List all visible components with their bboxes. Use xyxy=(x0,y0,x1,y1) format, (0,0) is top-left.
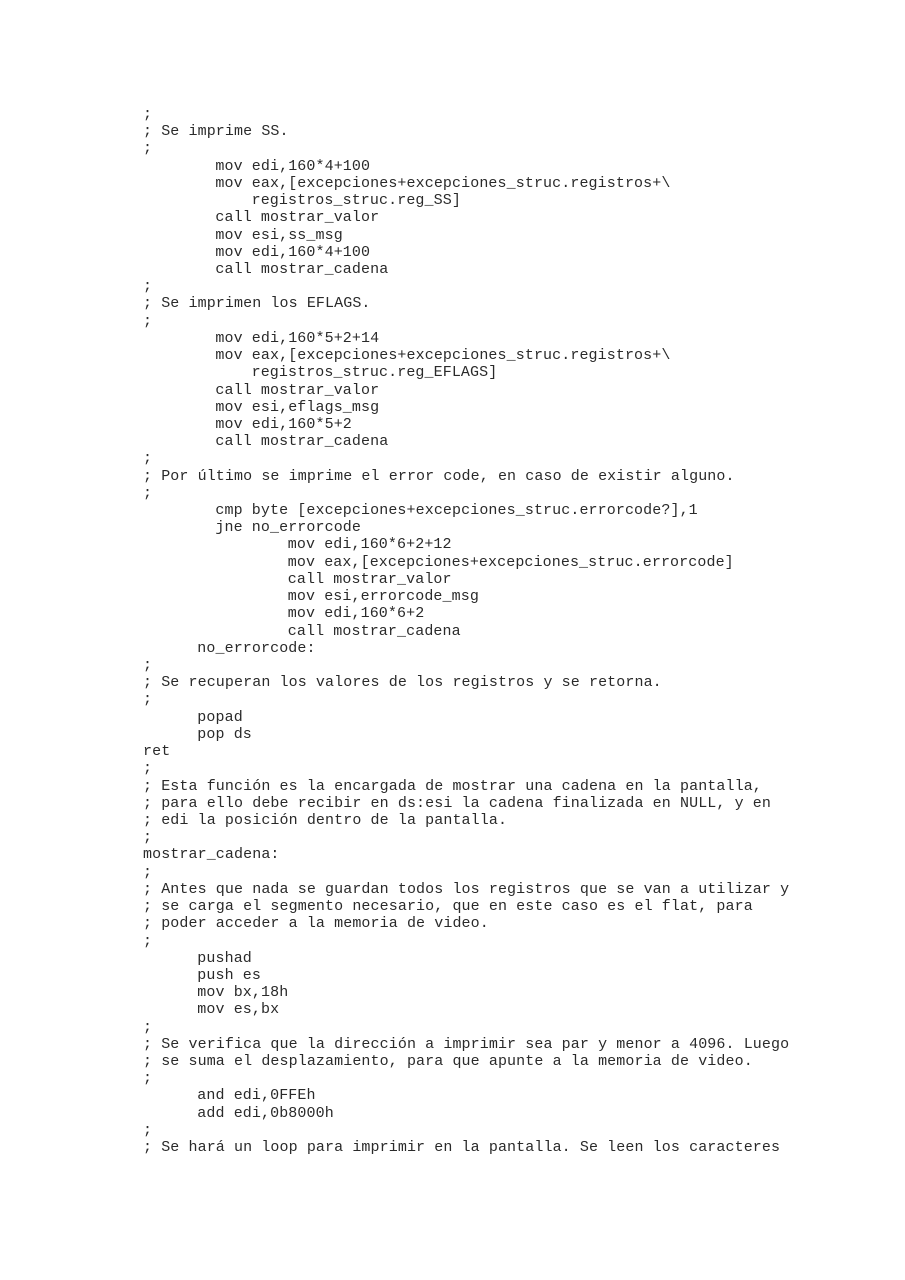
comment-line: ; Se recuperan los valores de los registros y se retorna. xyxy=(143,674,662,692)
comment-line: ; xyxy=(143,1018,153,1036)
comment-line: ; Se verifica que la dirección a imprimir sea par y menor a 4096. Luego xyxy=(143,1035,790,1053)
code-line: mov edi,160*6+2+12 xyxy=(287,536,452,554)
comment-line: ; xyxy=(143,484,153,502)
code-line: and edi,0FFEh xyxy=(197,1087,316,1105)
code-line: mov esi,eflags_msg xyxy=(215,398,380,416)
code-line: ret xyxy=(143,743,171,761)
code-line: registros_struc.reg_EFLAGS] xyxy=(251,364,498,382)
comment-line: ; xyxy=(143,1070,153,1088)
code-line: mov eax,[excepciones+excepciones_struc.errorcode] xyxy=(287,553,734,571)
comment-line: ; edi la posición dentro de la pantalla. xyxy=(143,811,508,829)
code-line: call mostrar_valor xyxy=(287,570,452,588)
code-line: jne no_errorcode xyxy=(215,519,362,537)
label-line: mostrar_cadena: xyxy=(143,846,280,864)
code-line: call mostrar_valor xyxy=(215,209,380,227)
comment-line: ; xyxy=(143,863,153,881)
comment-line: ; Se imprime SS. xyxy=(143,123,289,141)
comment-line: ; se suma el desplazamiento, para que apunte a la memoria de video. xyxy=(143,1053,753,1071)
comment-line: ; para ello debe recibir en ds:esi la cadena finalizada en NULL, y en xyxy=(143,794,772,812)
code-line: mov edi,160*4+100 xyxy=(215,243,371,261)
comment-line: ; xyxy=(143,691,153,709)
comment-line: ; xyxy=(143,932,153,950)
code-line: mov edi,160*5+2+14 xyxy=(215,329,380,347)
comment-line: ; xyxy=(143,450,153,468)
comment-line: ; xyxy=(143,312,153,330)
code-line: popad xyxy=(197,708,243,726)
comment-line: ; Por último se imprime el error code, en caso de existir alguno. xyxy=(143,467,735,485)
code-line: pushad xyxy=(197,949,252,967)
code-line: mov esi,ss_msg xyxy=(215,226,343,244)
comment-line: ; xyxy=(143,140,153,158)
code-line: mov edi,160*6+2 xyxy=(287,605,425,623)
code-listing xyxy=(143,106,789,1156)
code-line: call mostrar_cadena xyxy=(215,433,389,451)
comment-line: ; xyxy=(143,106,153,123)
code-line: mov edi,160*5+2 xyxy=(215,415,352,433)
comment-line: ; xyxy=(143,278,153,296)
code-line: add edi,0b8000h xyxy=(197,1104,334,1122)
comment-line: ; se carga el segmento necesario, que en este caso es el flat, para xyxy=(143,898,753,916)
code-line: cmp byte [excepciones+excepciones_struc.errorcode?],1 xyxy=(215,502,698,520)
comment-line: ; xyxy=(143,760,153,778)
code-line: mov es,bx xyxy=(197,1001,280,1019)
code-line: mov eax,[excepciones+excepciones_struc.registros+\ xyxy=(215,347,671,365)
code-line: pop ds xyxy=(197,725,252,743)
comment-line: ; Se hará un loop para imprimir en la pantalla. Se leen los caracteres xyxy=(143,1139,781,1157)
comment-line: ; xyxy=(143,1121,153,1139)
code-line: mov bx,18h xyxy=(197,984,289,1002)
code-line: push es xyxy=(197,966,262,984)
comment-line: ; xyxy=(143,829,153,847)
code-line: registros_struc.reg_SS] xyxy=(251,192,461,210)
code-line: call mostrar_cadena xyxy=(287,622,461,640)
comment-line: ; Se imprimen los EFLAGS. xyxy=(143,295,371,313)
comment-line: ; Antes que nada se guardan todos los registros que se van a utilizar y xyxy=(143,880,790,898)
code-line: mov edi,160*4+100 xyxy=(215,157,371,175)
code-line: call mostrar_cadena xyxy=(215,260,389,278)
code-line: mov esi,errorcode_msg xyxy=(287,588,479,606)
comment-line: ; Esta función es la encargada de mostrar una cadena en la pantalla, xyxy=(143,777,762,795)
comment-line: ; xyxy=(143,657,153,674)
code-line: mov eax,[excepciones+excepciones_struc.registros+\ xyxy=(215,174,671,192)
code-line: call mostrar_valor xyxy=(215,381,380,399)
label-line: no_errorcode: xyxy=(197,639,316,657)
comment-line: ; poder acceder a la memoria de video. xyxy=(143,915,489,933)
